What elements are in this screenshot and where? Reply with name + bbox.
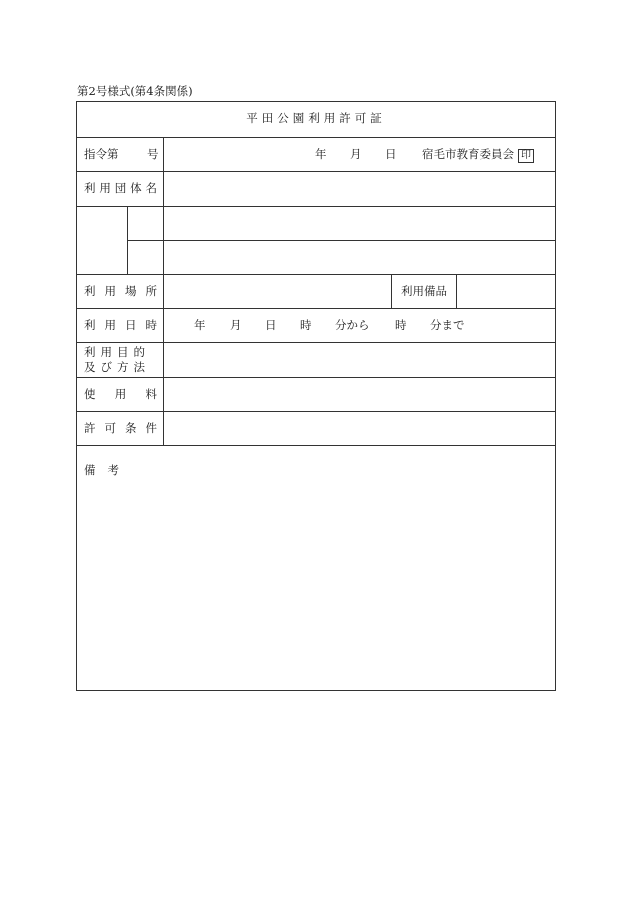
sub-column-divider [127, 206, 128, 274]
issue-day: 日 [385, 147, 397, 161]
row-divider [77, 137, 555, 138]
datetime-minute-until: 分まで [430, 318, 465, 332]
equipment-divider [391, 274, 392, 308]
permit-number-prefix: 指令第 [84, 147, 119, 161]
purpose-label [84, 345, 150, 375]
permit-form [76, 101, 556, 691]
issue-year: 年 [315, 147, 327, 161]
row-divider [77, 411, 555, 412]
row-divider [77, 342, 555, 343]
row-divider [77, 377, 555, 378]
datetime-minute-from: 分から [335, 318, 370, 332]
row-divider [77, 445, 555, 446]
permit-number-suffix: 号 [147, 147, 159, 161]
equipment-label: 利用備品 [401, 284, 447, 298]
issuer-name: 宿毛市教育委員会 [422, 147, 514, 161]
row-divider [77, 308, 555, 309]
datetime-day: 日 [265, 318, 277, 332]
datetime-hour-end: 時 [395, 318, 407, 332]
form-number-label: 第2号様式(第4条関係) [77, 84, 193, 98]
datetime-hour-start: 時 [300, 318, 312, 332]
remarks-label: 備考 [84, 463, 131, 477]
issue-month: 月 [350, 147, 362, 161]
datetime-month: 月 [230, 318, 242, 332]
label-column-divider [163, 137, 164, 445]
equipment-divider [456, 274, 457, 308]
row-divider [77, 206, 555, 207]
conditions-label: 許 可 条 件 [84, 421, 157, 435]
place-label: 利 用 場 所 [84, 284, 157, 298]
row-divider [127, 240, 555, 241]
issuer-line [422, 147, 534, 163]
datetime-year: 年 [194, 318, 206, 332]
row-divider [77, 171, 555, 172]
purpose-label-line1: 利用目的 [84, 345, 150, 359]
row-divider [77, 274, 555, 275]
seal-mark: 印 [518, 149, 534, 163]
form-title: 平田公園利用許可証 [246, 111, 386, 125]
fee-label: 使 用 料 [84, 387, 157, 401]
datetime-label: 利 用 日 時 [84, 318, 157, 332]
group-name-label: 利 用 団 体 名 [84, 181, 157, 195]
purpose-label-line2: 及び方法 [84, 360, 150, 374]
